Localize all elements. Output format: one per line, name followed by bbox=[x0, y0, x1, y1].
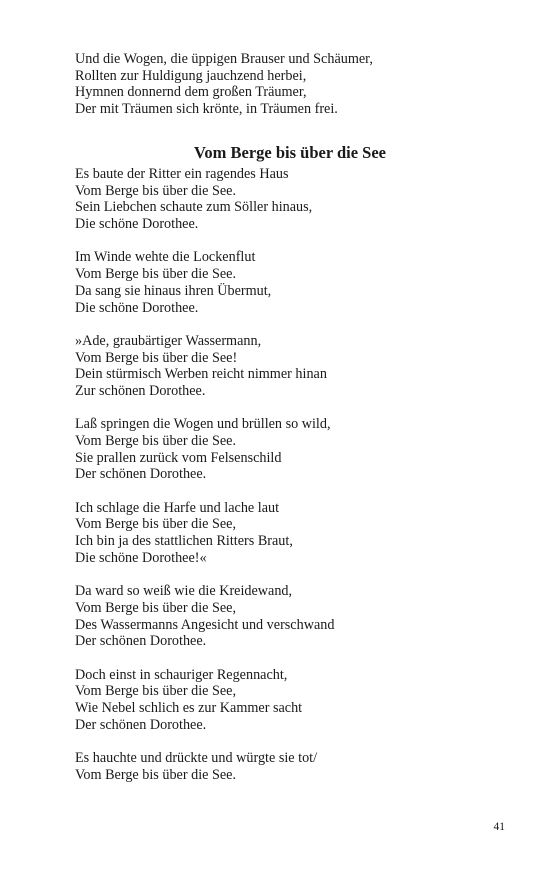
verse-line: Doch einst in schauriger Regennacht, bbox=[75, 666, 288, 683]
verse-line: Und die Wogen, die üppigen Brauser und Schäumer, bbox=[75, 51, 373, 67]
verse-line: Die schöne Dorothee. bbox=[75, 216, 199, 233]
stanza bbox=[75, 416, 515, 483]
verse-line: Da sang sie hinaus ihren Übermut, bbox=[75, 282, 272, 299]
verse-line: Der schönen Dorothee. bbox=[75, 633, 207, 650]
verse-line: Hymnen donnernd dem großen Träumer, bbox=[75, 84, 307, 101]
poem-body bbox=[75, 166, 515, 800]
verse-line: Im Winde wehte die Lockenflut bbox=[75, 249, 256, 266]
verse-line: Dein stürmisch Werben reicht nimmer hinan bbox=[75, 366, 327, 383]
verse-line: Sie prallen zurück vom Felsenschild bbox=[75, 449, 282, 466]
verse-line: Der schönen Dorothee. bbox=[75, 716, 207, 733]
stanza bbox=[75, 750, 515, 783]
verse-line: Rollten zur Huldigung jauchzend herbei, bbox=[75, 67, 307, 84]
stanza bbox=[75, 583, 515, 650]
verse-line: Ich bin ja des stattlichen Ritters Braut, bbox=[75, 533, 293, 550]
verse-line: Vom Berge bis über die See. bbox=[75, 182, 237, 199]
verse-line: Die schöne Dorothee. bbox=[75, 299, 199, 316]
stanza bbox=[75, 249, 515, 316]
verse-line: Vom Berge bis über die See. bbox=[75, 433, 237, 449]
verse-line: Der schönen Dorothee. bbox=[75, 466, 207, 483]
verse-line: Laß springen die Wogen und brüllen so wild, bbox=[75, 416, 331, 433]
verse-line: Es baute der Ritter ein ragendes Haus bbox=[75, 166, 289, 182]
verse-line: Vom Berge bis über die See, bbox=[75, 683, 237, 700]
verse-line: Sein Liebchen schaute zum Söller hinaus, bbox=[75, 199, 313, 216]
verse-line: Des Wassermanns Angesicht und verschwand bbox=[75, 616, 335, 633]
stanza bbox=[75, 166, 515, 233]
verse-line: Vom Berge bis über die See, bbox=[75, 599, 237, 616]
stanza bbox=[75, 333, 515, 400]
verse-line: »Ade, graubärtiger Wassermann, bbox=[75, 332, 262, 349]
verse-line: Es hauchte und drückte und würgte sie tot/ bbox=[75, 750, 318, 767]
verse-line: Der mit Träumen sich krönte, in Träumen frei. bbox=[75, 101, 338, 118]
verse-line: Die schöne Dorothee!« bbox=[75, 549, 207, 566]
stanza bbox=[75, 500, 515, 567]
verse-line: Vom Berge bis über die See! bbox=[75, 349, 238, 366]
stanza bbox=[75, 667, 515, 734]
intro-stanza bbox=[75, 51, 515, 118]
verse-line: Vom Berge bis über die See, bbox=[75, 516, 237, 533]
verse-line: Zur schönen Dorothee. bbox=[75, 382, 206, 399]
verse-line: Ich schlage die Harfe und lache laut bbox=[75, 499, 280, 516]
poem-title: Vom Berge bis über die See bbox=[193, 143, 387, 162]
verse-line: Wie Nebel schlich es zur Kammer sacht bbox=[75, 700, 303, 716]
verse-line: Da ward so weiß wie die Kreidewand, bbox=[75, 583, 293, 600]
verse-line: Vom Berge bis über die See. bbox=[75, 266, 237, 283]
page-number: 41 bbox=[493, 821, 505, 833]
verse-line: Vom Berge bis über die See. bbox=[75, 766, 237, 783]
